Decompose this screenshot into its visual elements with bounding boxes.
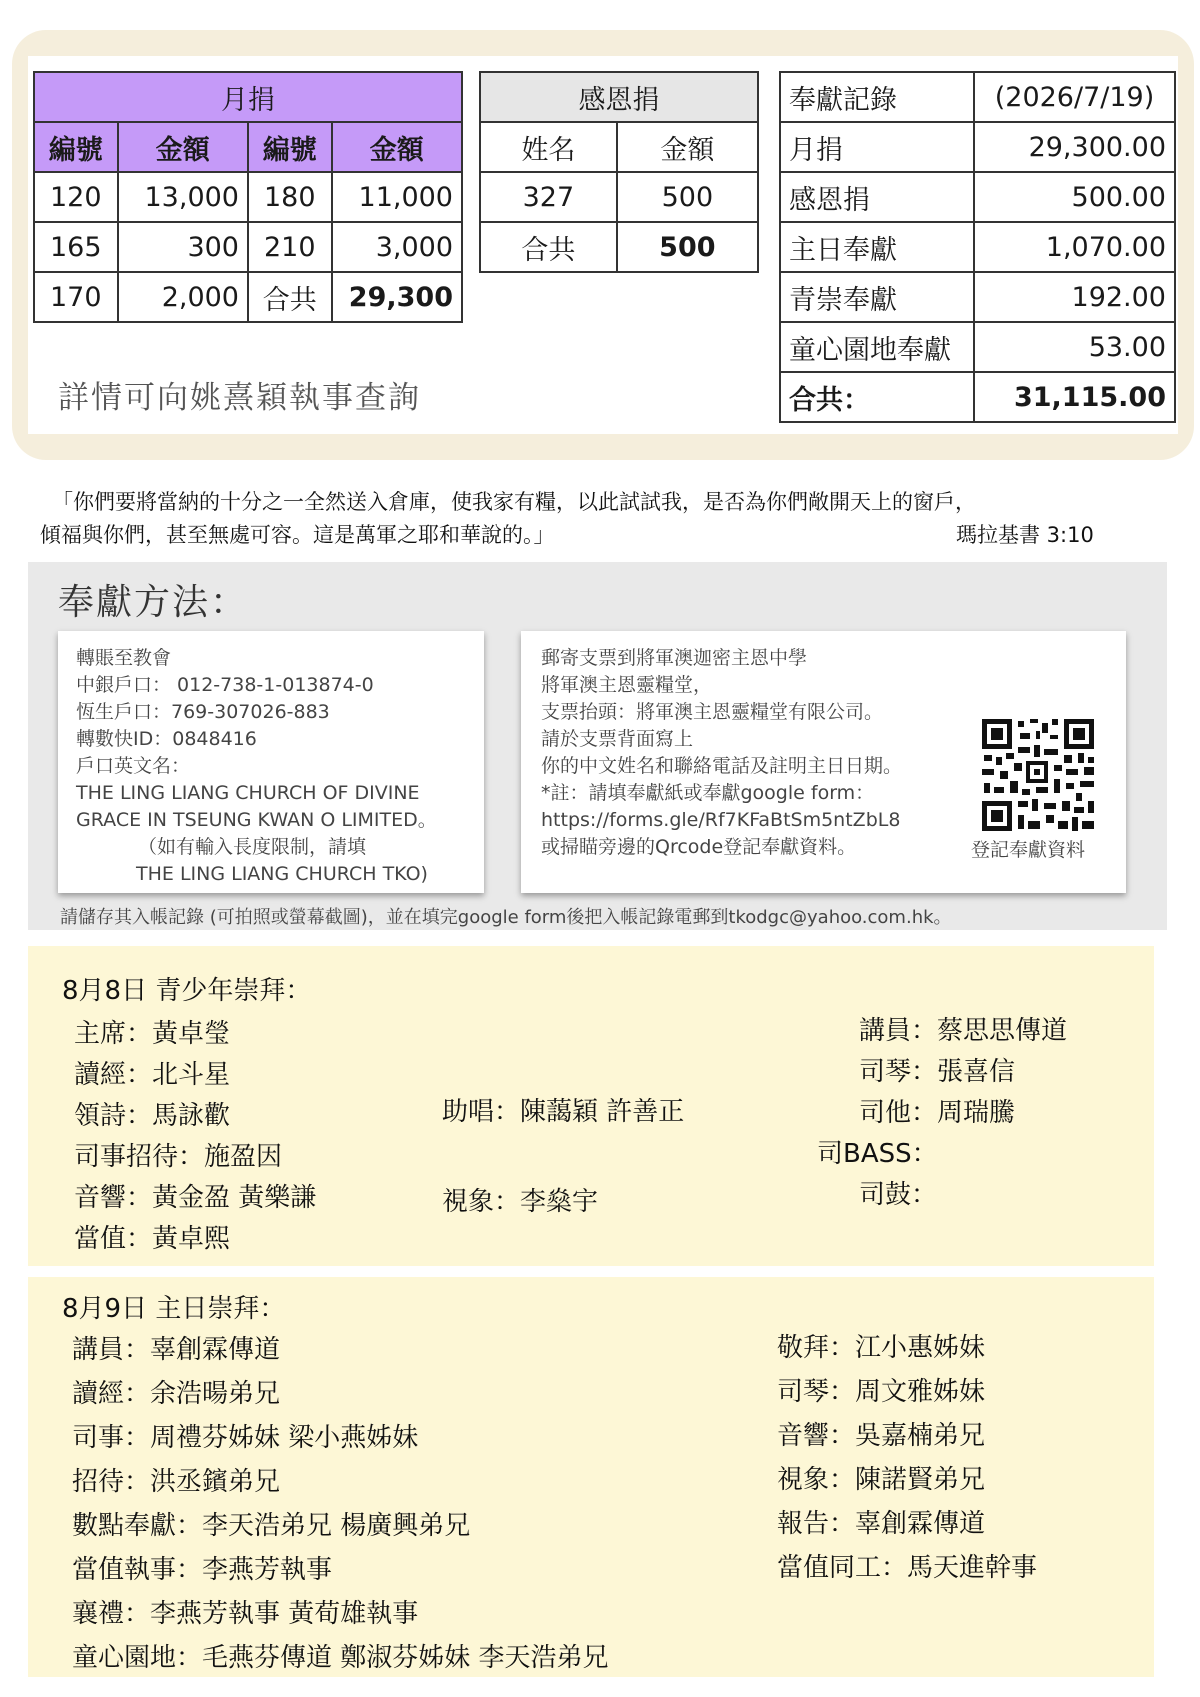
table-row (780, 372, 1175, 422)
qr-code-icon[interactable] (980, 717, 1096, 833)
monthly-header: 編號 (248, 122, 332, 172)
youth-role: 司鼓： (859, 1180, 938, 1210)
cheque-card (521, 631, 1126, 893)
record-label: 主日奉獻 (780, 222, 974, 272)
record-value: 500.00 (974, 172, 1175, 222)
table-row (480, 222, 758, 272)
offering-methods-title: 奉獻方法： (58, 582, 249, 623)
monthly-header: 編號 (34, 122, 118, 172)
table-row (780, 272, 1175, 322)
thanks-total-label: 合共 (480, 222, 617, 272)
sunday-role: 司琴：周文雅姊妹 (777, 1377, 986, 1407)
sunday-worship-title: 8月9日 主日崇拜： (62, 1294, 286, 1324)
table-cell: 327 (480, 172, 617, 222)
cheque-lines (541, 645, 902, 861)
bank-line: 轉數快ID：0848416 (76, 728, 257, 750)
bank-line: 恆生戶口：769-307026-883 (76, 701, 330, 723)
table-row (780, 172, 1175, 222)
bank-line: 中銀戶口： 012-738-1-013874-0 (76, 674, 374, 696)
table-cell: 170 (34, 272, 118, 322)
methods-footer-note: 請儲存其入帳記錄 (可拍照或螢幕截圖)，並在填完google form後把入帳記錄電郵到tkodgc@yahoo.com.hk。 (60, 907, 952, 928)
bank-line: 轉賬至教會 (76, 647, 172, 669)
table-row (780, 122, 1175, 172)
youth-role: 助唱：陳藹穎 許善正 (442, 1097, 685, 1127)
table-row (34, 272, 462, 322)
cheque-line: 郵寄支票到將軍澳迦密主恩中學 (541, 647, 808, 669)
bank-transfer-lines (76, 645, 437, 888)
record-label: 童心園地奉獻 (780, 322, 974, 372)
cheque-line: 將軍澳主恩靈糧堂， (541, 674, 713, 696)
youth-role: 司BASS： (817, 1139, 938, 1169)
table-cell: 120 (34, 172, 118, 222)
sunday-role: 司事：周禮芬姊妹 梁小燕姊妹 (72, 1423, 419, 1453)
youth-role: 讀經：北斗星 (74, 1060, 231, 1090)
record-value: 29,300.00 (974, 122, 1175, 172)
bank-line: GRACE IN TSEUNG KWAN O LIMITED。 (76, 809, 437, 831)
youth-role: 司他：周瑞騰 (859, 1098, 1016, 1128)
thanks-header: 姓名 (480, 122, 617, 172)
monthly-offering-table (33, 71, 463, 323)
table-cell: 3,000 (332, 222, 462, 272)
record-label: 青崇奉獻 (780, 272, 974, 322)
youth-role: 領詩：馬詠歡 (74, 1101, 231, 1131)
thanksgiving-offering-table (479, 71, 759, 273)
monthly-title: 月捐 (34, 72, 462, 122)
bank-line: THE LING LIANG CHURCH TKO) (136, 863, 428, 885)
table-cell: 500 (617, 172, 758, 222)
table-cell: 210 (248, 222, 332, 272)
table-row (34, 222, 462, 272)
verse-reference: 瑪拉基書 3:10 (956, 523, 1094, 547)
youth-role: 視象：李燊宇 (442, 1187, 599, 1217)
record-total-label: 合共： (780, 372, 974, 422)
sunday-role: 視象：陳諾賢弟兄 (777, 1465, 986, 1495)
sunday-role: 童心園地：毛燕芬傳道 鄭淑芬姊妹 李天浩弟兄 (72, 1643, 609, 1673)
bank-transfer-card (58, 631, 484, 893)
youth-role: 講員：蔡思思傳道 (859, 1016, 1068, 1046)
record-total-value: 31,115.00 (974, 372, 1175, 422)
table-row (34, 172, 462, 222)
thanks-total-value: 500 (617, 222, 758, 272)
youth-role: 當值：黃卓熙 (74, 1224, 231, 1254)
cheque-line: 請於支票背面寫上 (541, 728, 694, 750)
youth-role: 司琴：張喜信 (859, 1057, 1016, 1087)
youth-role: 音響：黃金盈 黃樂謙 (74, 1183, 317, 1213)
table-cell: 165 (34, 222, 118, 272)
inquiry-note: 詳情可向姚熹穎執事查詢 (58, 380, 421, 416)
youth-role: 主席：黃卓瑩 (74, 1019, 231, 1049)
sunday-role: 當值同工：馬天進幹事 (777, 1553, 1038, 1583)
bank-line: 戶口英文名： (76, 755, 191, 777)
monthly-header: 金額 (118, 122, 248, 172)
sunday-role: 當值執事：李燕芳執事 (72, 1555, 333, 1585)
bank-line: THE LING LIANG CHURCH OF DIVINE (76, 782, 420, 804)
form-link[interactable]: https://forms.gle/Rf7KFaBtSm5ntZbL8 (541, 809, 901, 831)
table-row (780, 222, 1175, 272)
sunday-role: 數點奉獻：李天浩弟兄 楊廣興弟兄 (72, 1511, 471, 1541)
record-date: (2026/7/19) (974, 72, 1175, 122)
table-cell: 合共 (248, 272, 332, 322)
record-value: 1,070.00 (974, 222, 1175, 272)
record-label: 感恩捐 (780, 172, 974, 222)
record-value: 192.00 (974, 272, 1175, 322)
sunday-role: 音響：吳嘉楠弟兄 (777, 1421, 986, 1451)
sunday-role: 講員：辜創霖傳道 (72, 1335, 281, 1365)
monthly-total: 29,300 (332, 272, 462, 322)
table-cell: 180 (248, 172, 332, 222)
verse-line-2: 傾福與你們，甚至無處可容。這是萬軍之耶和華說的。」 (40, 523, 555, 547)
sunday-role: 敬拜：江小惠姊妹 (777, 1333, 986, 1363)
record-label: 月捐 (780, 122, 974, 172)
thanks-title: 感恩捐 (480, 72, 758, 122)
sunday-role: 襄禮：李燕芳執事 黃荀雄執事 (72, 1599, 419, 1629)
sunday-role: 招待：洪丞鑌弟兄 (72, 1467, 281, 1497)
offering-record-table (779, 71, 1176, 423)
qr-caption: 登記奉獻資料 (971, 839, 1086, 861)
cheque-line: 或掃瞄旁邊的Qrcode登記奉獻資料。 (541, 836, 857, 858)
cheque-line: 你的中文姓名和聯絡電話及註明主日日期。 (541, 755, 903, 777)
table-cell: 2,000 (118, 272, 248, 322)
table-cell: 13,000 (118, 172, 248, 222)
thanks-header: 金額 (617, 122, 758, 172)
bank-line: （如有輸入長度限制，請填 (138, 836, 367, 858)
sunday-role: 讀經：余浩暘弟兄 (72, 1379, 281, 1409)
table-cell: 11,000 (332, 172, 462, 222)
table-row (480, 172, 758, 222)
youth-worship-title: 8月8日 青少年崇拜： (62, 976, 312, 1006)
record-value: 53.00 (974, 322, 1175, 372)
table-cell: 300 (118, 222, 248, 272)
cheque-line: 支票抬頭：將軍澳主恩靈糧堂有限公司。 (541, 701, 884, 723)
monthly-header: 金額 (332, 122, 462, 172)
youth-role: 司事招待：施盈因 (74, 1142, 283, 1172)
cheque-line: *註：請填奉獻紙或奉獻google form： (541, 782, 875, 804)
table-row (780, 322, 1175, 372)
record-title: 奉獻記錄 (780, 72, 974, 122)
sunday-role: 報告：辜創霖傳道 (777, 1509, 986, 1539)
verse-line-1: 「你們要將當納的十分之一全然送入倉庫，使我家有糧，以此試試我，是否為你們敞開天上的窗戶， (52, 490, 976, 514)
